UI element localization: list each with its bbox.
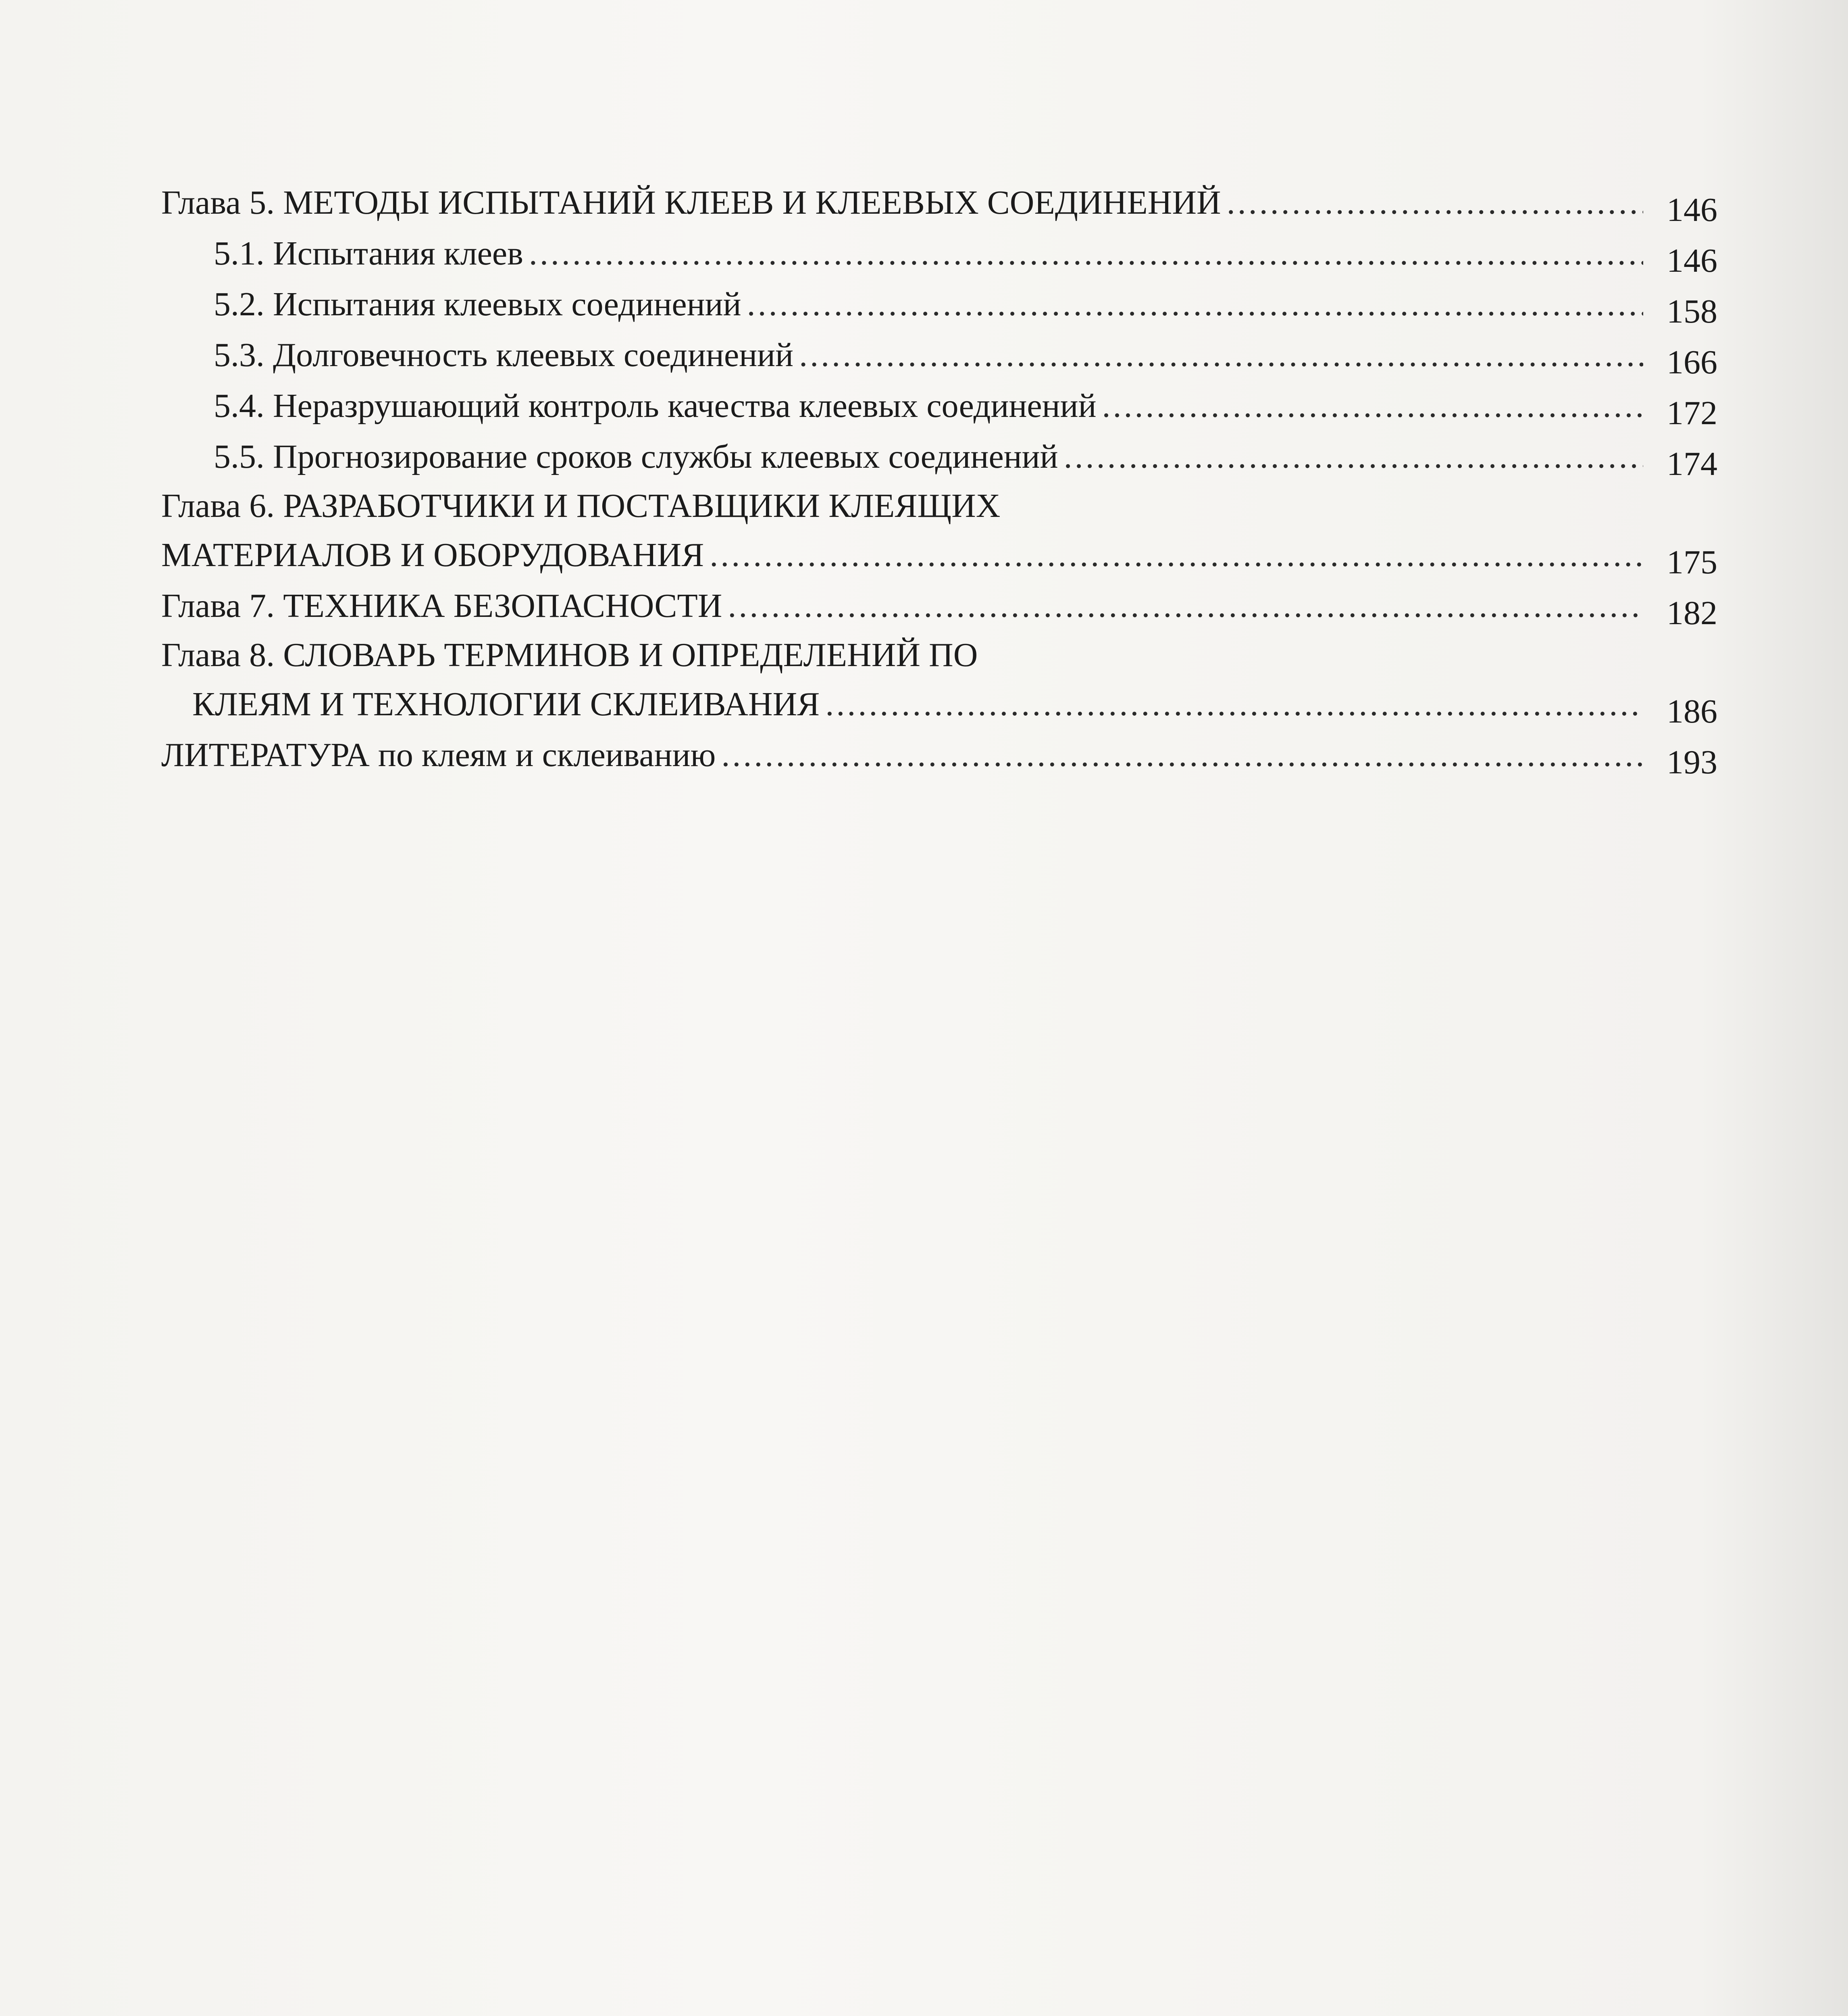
dot-leader [799, 330, 1643, 381]
toc-entry-page: 193 [1667, 744, 1717, 781]
dot-leader [1227, 177, 1643, 228]
toc-entry-title: Глава 6. РАЗРАБОТЧИКИ И ПОСТАВЩИКИ КЛЕЯЩИХ [161, 487, 1001, 525]
toc-entry-5-5 [161, 431, 1717, 482]
toc-entry-title: 5.2. Испытания клеевых соединений [214, 285, 741, 323]
toc-entry-chapter-7 [161, 581, 1717, 631]
toc-entry-title: КЛЕЯМ И ТЕХНОЛОГИИ СКЛЕИВАНИЯ [192, 685, 820, 723]
toc-entry-title: Глава 8. СЛОВАРЬ ТЕРМИНОВ И ОПРЕДЕЛЕНИЙ ПО [161, 636, 978, 674]
table-of-contents [161, 177, 1717, 781]
toc-entry-5-4 [161, 381, 1717, 431]
toc-entry-chapter-5 [161, 177, 1717, 228]
toc-entry-page: 172 [1667, 394, 1717, 432]
toc-entry-chapter-8-line-2 [161, 679, 1717, 730]
dot-leader [1102, 381, 1643, 431]
toc-entry-page: 182 [1667, 594, 1717, 632]
toc-entry-literature [161, 730, 1717, 781]
dot-leader [747, 279, 1643, 330]
toc-entry-page: 146 [1667, 242, 1717, 279]
dot-leader [825, 679, 1643, 730]
dot-leader [529, 228, 1643, 279]
dot-leader [728, 581, 1643, 631]
toc-entry-title: ЛИТЕРАТУРА по клеям и склеиванию [161, 736, 716, 774]
toc-entry-5-2 [161, 279, 1717, 330]
dot-leader [710, 530, 1643, 581]
toc-entry-chapter-8-line-1 [161, 631, 1717, 679]
toc-entry-page: 174 [1667, 445, 1717, 483]
toc-entry-title: МАТЕРИАЛОВ И ОБОРУДОВАНИЯ [161, 536, 704, 574]
toc-entry-chapter-6-line-2 [161, 530, 1717, 581]
toc-entry-page: 158 [1667, 293, 1717, 330]
toc-entry-title: 5.1. Испытания клеев [214, 235, 523, 272]
toc-entry-page: 146 [1667, 191, 1717, 229]
toc-entry-5-3 [161, 330, 1717, 381]
toc-entry-5-1 [161, 228, 1717, 279]
toc-entry-chapter-6-line-1 [161, 482, 1717, 530]
toc-entry-page: 186 [1667, 693, 1717, 730]
toc-entry-title: Глава 7. ТЕХНИКА БЕЗОПАСНОСТИ [161, 587, 722, 625]
toc-entry-page: 166 [1667, 344, 1717, 381]
toc-entry-title: 5.3. Долговечность клеевых соединений [214, 336, 794, 374]
toc-entry-title: 5.4. Неразрушающий контроль качества клеевых соединений [214, 387, 1097, 425]
toc-entry-title: 5.5. Прогнозирование сроков службы клеевых соединений [214, 438, 1058, 475]
dot-leader [721, 730, 1643, 781]
toc-entry-title: Глава 5. МЕТОДЫ ИСПЫТАНИЙ КЛЕЕВ И КЛЕЕВЫХ СОЕДИНЕНИЙ [161, 184, 1221, 221]
toc-entry-page: 175 [1667, 544, 1717, 581]
dot-leader [1064, 431, 1643, 482]
